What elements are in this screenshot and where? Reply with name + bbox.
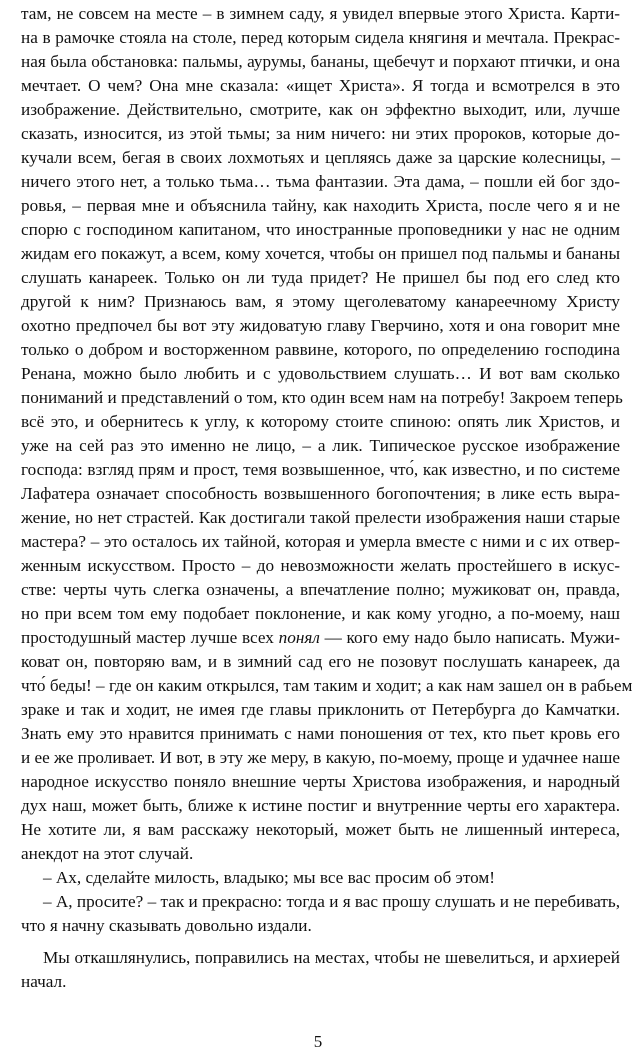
text-line: женным искусством. Просто – до невозможности желать простейшего в искус-: [21, 556, 620, 575]
text-line: и ее же проливает. И вот, в эту же меру, в какую, по-моему, проще и удачнее наше: [21, 748, 621, 767]
text-line: всё это, и обернитесь к углу, к которому стоите спиною: опять лик Христов, и: [21, 412, 620, 431]
text-line: народное искусство поняло внешние черты Христова изображения, и народный: [21, 772, 620, 791]
text-line: но при всем том ему подобает поклонение, и как кому угодно, а по-моему, наш: [21, 604, 620, 623]
text-line: Знать ему это нравится принимать с нами поношения от тех, кто пьет кровь его: [21, 724, 620, 743]
text-line: дух наш, может быть, ближе к истине постиг и внутренние черты его характера.: [21, 796, 620, 815]
text-line: простодушный мастер лучше всех понял — кого ему надо было написать. Мужи-: [21, 628, 620, 647]
paragraph-gap: [21, 938, 620, 946]
text-line: охотно предпочел бы вот эту жидоватую главу Гверчино, хотя и она говорит мне: [21, 316, 620, 335]
text-line: анекдот на этот случай.: [21, 844, 194, 863]
text-line: жение, но нет страстей. Как достигали такой прелести изображения наши старые: [21, 508, 620, 527]
paragraph: [21, 946, 620, 994]
text-line: пониманий и представлений о том, кто один всем нам на потребу! Закроем теперь: [21, 388, 623, 407]
text-line: спорю с господином капитаном, что иностранные проповедники у нас не одним: [21, 220, 620, 239]
text-line: Мы откашлянулись, поправились на местах, чтобы не шевелиться, и архиерей: [43, 948, 620, 967]
text-line: мечтает. О чем? Она мне сказала: «ищет Христа». Я тогда и всмотрелся в это: [21, 76, 620, 95]
text-line: ровья, – первая мне и объяснила тайну, как находить Христа, после чего я и не: [21, 196, 620, 215]
text-line: господа: взгляд прям и прост, темя возвышенное, что́, как известно, и по системе: [21, 460, 620, 479]
text-line: слушать канареек. Только он ли туда придет? Не пришел бы под его след кто: [21, 268, 620, 287]
text-line: – Ах, сделайте милость, владыко; мы все вас просим об этом!: [43, 868, 496, 887]
paragraph: [21, 890, 620, 938]
paragraph: [21, 2, 633, 866]
text-line: уже на сей раз это именно не лицо, – а лик. Типическое русское изображение: [21, 436, 620, 455]
text-line: жидам его покажут, а всем, кому хочется, чтобы он пришел под пальмы и бананы: [21, 244, 620, 263]
text-line: мастера? – это осталось их тайной, которая и умерла вместе с ними и с их отвер-: [21, 532, 620, 551]
text-line: там, не совсем на месте – в зимнем саду, я увидел впервые этого Христа. Карти-: [21, 4, 620, 23]
text-line: другой к ним? Признаюсь вам, я этому щеголеватому канареечному Христу: [21, 292, 620, 311]
text-line: сказать, износится, из этой тьмы; за ним ничего: ни этих пророков, которые до-: [21, 124, 620, 143]
text-line: Не хотите ли, я вам расскажу некоторый, может быть не лишенный интереса,: [21, 820, 620, 839]
text-line: стве: черты чуть слегка означены, а впечатление полно; мужиковат он, правда,: [21, 580, 620, 599]
text-line: кучали всем, бегая в своих лохмотьях и цепляясь даже за царские колесницы, –: [21, 148, 620, 167]
text-line: изображение. Действительно, смотрите, как он эффектно выходит, или, лучше: [21, 100, 620, 119]
paragraph: [21, 866, 620, 890]
page-number: 5: [313, 1032, 323, 1051]
text-page: [21, 2, 633, 1002]
text-line: начал.: [21, 972, 67, 991]
text-line: ная была обстановка: пальмы, аурумы, бананы, щебечут и порхают птички, и она: [21, 52, 620, 71]
text-line: Ренана, можно было любить и с удовольствием слушать… И вот вам сколько: [21, 364, 620, 383]
text-line: зраке и так и ходит, не имея где главы приклонить от Петербурга до Камчатки.: [21, 700, 620, 719]
text-line: коват он, повторяю вам, и в зимний сад его не позовут послушать канареек, да: [21, 652, 620, 671]
text-line: что я начну сказывать довольно издали.: [21, 916, 312, 935]
text-line: Лафатера означает способность возвышенного богопочтения; в лике есть выра-: [21, 484, 620, 503]
text-line: ничего этого нет, а только тьма… тьма фантазии. Эта дама, – пошли ей бог здо-: [21, 172, 620, 191]
text-line: только о добром и восторженном раввине, которого, по определению господина: [21, 340, 620, 359]
text-line: что́ беды! – где он каким открылся, там таким и ходит; а как нам зашел он в рабьем: [21, 676, 633, 695]
text-line: на в рамочке стояла на столе, перед которым сидела княгиня и мечтала. Прекрас-: [21, 28, 620, 47]
text-line: – А, просите? – так и прекрасно: тогда и я вас прошу слушать и не перебивать,: [43, 892, 621, 911]
